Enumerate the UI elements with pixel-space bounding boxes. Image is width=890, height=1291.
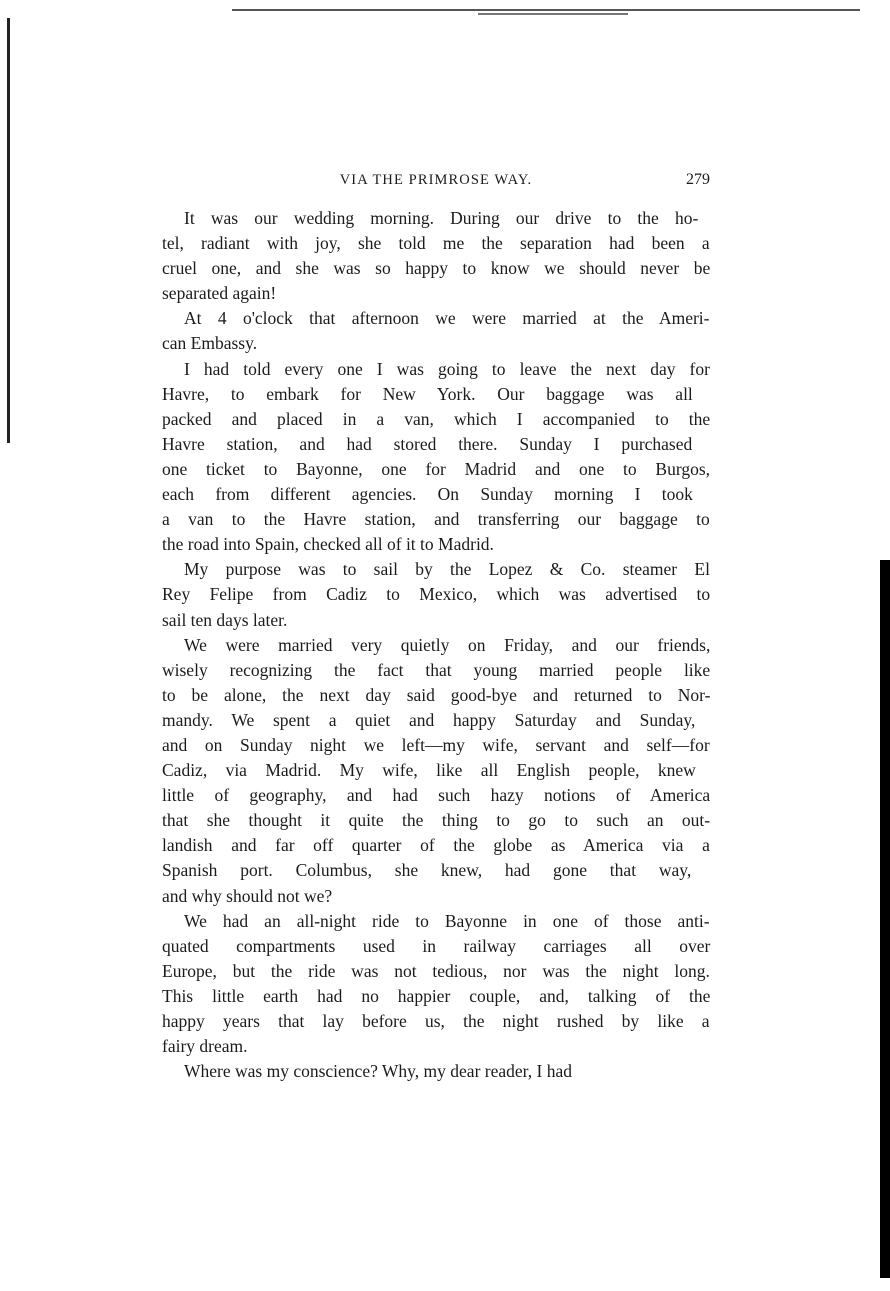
text-line: cruel one, and she was so happy to know we should never be: [162, 258, 711, 279]
paragraph: [162, 357, 710, 558]
text-line: quated compartments used in railway carriages all over: [162, 935, 711, 956]
text-line: It was our wedding morning. During our drive to the ho-: [184, 208, 699, 228]
text-line: tel, radiant with joy, she told me the separation had been a: [162, 233, 710, 254]
text-line: little of geography, and had such hazy notions of America: [162, 785, 711, 806]
text-line: sail ten days later.: [162, 609, 288, 630]
text-line: separated again!: [162, 283, 277, 304]
paragraph: [162, 306, 710, 356]
text-line: to be alone, the next day said good-bye and returned to Nor-: [162, 684, 711, 705]
text-line: landish and far off quarter of the globe as America via a: [162, 835, 710, 856]
text-line: Europe, but the ride was not tedious, nor was the night long.: [162, 960, 710, 981]
paragraph: [162, 557, 710, 632]
text-line: Havre station, and had stored there. Sunday I purchased: [162, 433, 693, 454]
text-line: I had told every one I was going to leave the next day for: [184, 358, 710, 379]
text-line: Rey Felipe from Cadiz to Mexico, which was advertised to: [162, 584, 711, 605]
text-line: one ticket to Bayonne, one for Madrid and one to Burgos,: [162, 458, 711, 479]
paragraph: [162, 909, 710, 1060]
running-title: VIA THE PRIMROSE WAY.: [339, 172, 533, 188]
text-line: a van to the Havre station, and transferring our baggage to: [162, 509, 710, 530]
paragraph: [162, 206, 710, 306]
text-line: can Embassy.: [162, 333, 258, 354]
text-line: fairy dream.: [162, 1036, 248, 1057]
paragraph: [162, 1059, 710, 1084]
text-line: and why should not we?: [162, 885, 333, 906]
text-line: happy years that lay before us, the night rushed by like a: [162, 1011, 710, 1031]
text-line: We were married very quietly on Friday, and our friends,: [184, 634, 711, 655]
text-line: At 4 o'clock that afternoon we were married at the Ameri-: [184, 308, 710, 329]
text-line: Where was my conscience? Why, my dear reader, I had: [184, 1061, 572, 1082]
page-number: 279: [686, 171, 710, 188]
paragraph: [162, 633, 710, 909]
text-line: that she thought it quite the thing to go to such an out-: [162, 810, 711, 831]
text-line: packed and placed in a van, which I accompanied to the: [162, 408, 711, 429]
left-scan-edge: [7, 18, 10, 443]
right-scan-edge: [880, 560, 890, 1278]
text-line: Spanish port. Columbus, she knew, had gone that way,: [162, 860, 692, 881]
text-line: wisely recognizing the fact that young married people like: [162, 659, 711, 680]
running-head: [162, 172, 710, 196]
text-line: This little earth had no happier couple, and, talking of the: [162, 985, 711, 1006]
text-line: Havre, to embark for New York. Our baggage was all: [162, 383, 693, 404]
text-line: My purpose was to sail by the Lopez & Co. steamer El: [184, 559, 710, 580]
top-edge-rule: [232, 9, 860, 11]
text-line: the road into Spain, checked all of it to Madrid.: [162, 534, 494, 555]
text-line: and on Sunday night we left—my wife, servant and self—for: [162, 734, 710, 755]
text-line: We had an all-night ride to Bayonne in one of those anti-: [184, 910, 710, 931]
text-line: Cadiz, via Madrid. My wife, like all English people, knew: [162, 760, 696, 781]
text-line: mandy. We spent a quiet and happy Saturday and Sunday,: [162, 709, 696, 730]
top-edge-rule-secondary: [478, 13, 628, 15]
text-body: [162, 206, 710, 1084]
text-line: each from different agencies. On Sunday morning I took: [162, 484, 693, 505]
